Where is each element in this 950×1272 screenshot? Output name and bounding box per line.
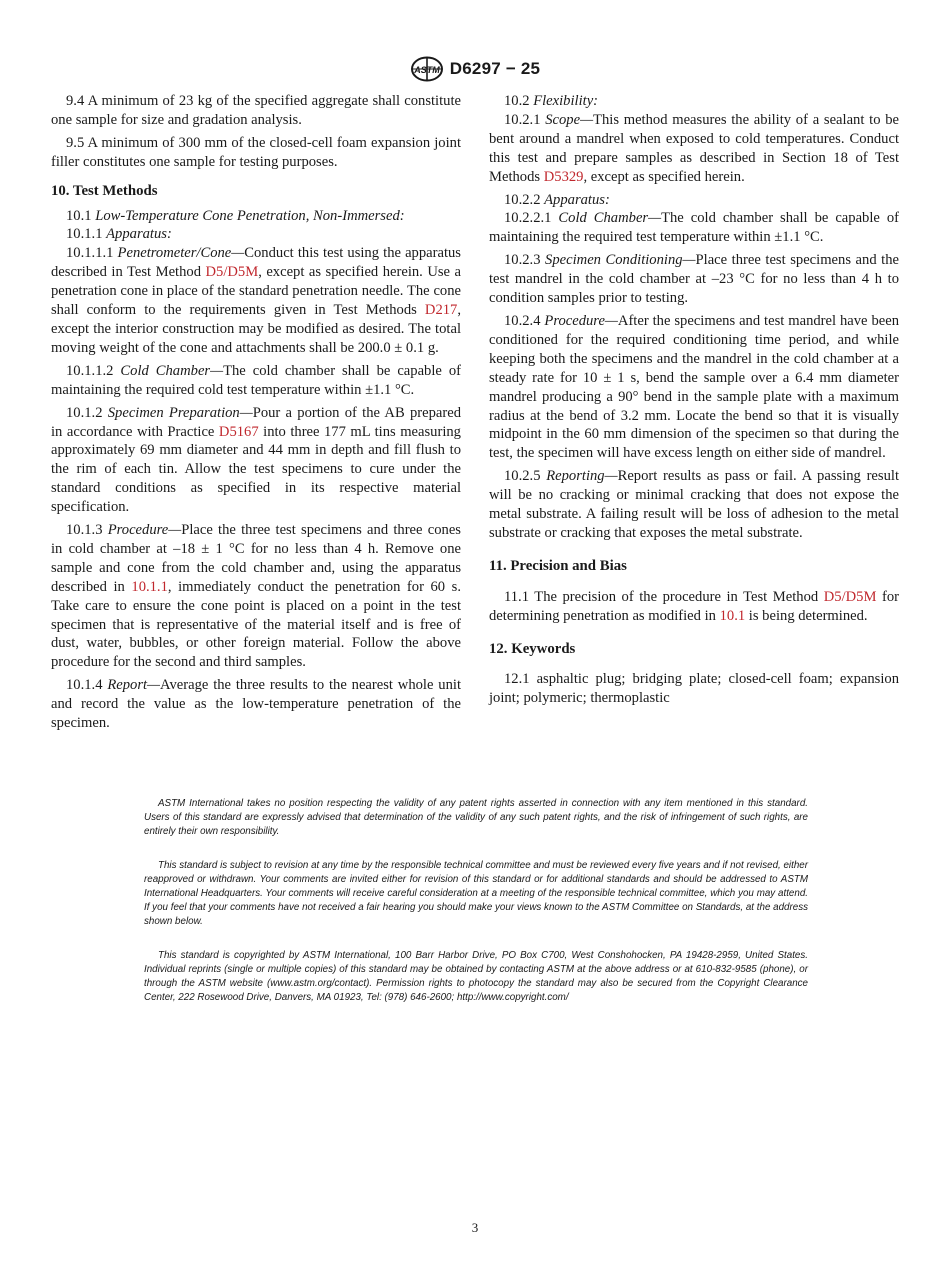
para-11-1: 11.1 The precision of the procedure in Test Method D5/D5M for determining penetration as modified in 10.1 is being determined. — [489, 588, 899, 624]
svg-text:ASTM: ASTM — [414, 65, 440, 75]
ref-link-d217[interactable]: D217 — [424, 302, 458, 319]
notice-copyright: This standard is copyrighted by ASTM International, 100 Barr Harbor Drive, PO Box C700, West Conshohocken, PA 19428-2959, United States. Individual reprints (single or multiple copies) of this standard may be obtained by contacting ASTM at the above address or at 610-832-9585 (phone), or through the ASTM website (www.astm.org/contact). Permission rights to photocopy the standard may also be secured from the Copyright Clearance Center, 222 Rosewood Drive, Danvers, MA 01923, Tel: (978) 646-2600; http://www.copyright.com/ — [144, 950, 808, 1003]
para-10-1-1-2: 10.1.1.2 Cold Chamber—The cold chamber shall be capable of maintaining the required cold test temperature within ±1.1 °C. — [51, 362, 462, 398]
ref-link-10-1-1[interactable]: 10.1.1 — [131, 578, 168, 595]
para-10-1: 10.1 Low-Temperature Cone Penetration, Non-Immersed: — [66, 207, 405, 224]
para-10-1-1: 10.1.1 Apparatus: — [66, 226, 172, 243]
section-heading-11: 11. Precision and Bias — [489, 557, 627, 574]
para-12-1: 12.1 asphaltic plug; bridging plate; closed-cell foam; expansion joint; polymeric; thermoplastic — [489, 671, 899, 707]
para-10-2-2: 10.2.2 Apparatus: — [504, 191, 610, 208]
document-designation: D6297 − 25 — [449, 59, 541, 78]
section-heading-12: 12. Keywords — [489, 640, 576, 657]
astm-logo — [410, 56, 444, 82]
para-10-2: 10.2 Flexibility: — [504, 93, 599, 109]
para-10-2-4: 10.2.4 Procedure—After the specimens and test mandrel have been conditioned for the required conditioning time period, and while keeping both the specimens and the mandrel in the cold chamber at a steady rate for 10 ± 1 s, bend the sample over a 6.4 mm diameter mandrel producing a 90° bend in the sample plate with a maximum radius at the bend of 3.2 mm. Locate the bend so that it is visually midpoint in the 60 mm dimension of the specimen so that during the test, the specimen will have excess length on either side of mandrel. — [489, 312, 899, 462]
para-10-2-2-1: 10.2.2.1 Cold Chamber—The cold chamber shall be capable of maintaining the required test temperature within ±1.1 °C. — [489, 210, 900, 246]
ref-link-d5329[interactable]: D5329 — [543, 168, 584, 185]
section-heading-10: 10. Test Methods — [51, 182, 158, 199]
left-column — [51, 92, 461, 737]
right-column — [489, 92, 899, 712]
legal-notices — [144, 797, 808, 1025]
notice-revision: This standard is subject to revision at any time by the responsible technical committee and must be reviewed every five years and if not revised, either reapproved or withdrawn. Your comments are invited either for revision of this standard or for additional standards and should be addressed to ASTM International Headquarters. Your comments will receive careful consideration at a meeting of the responsible technical committee, which you may attend. If you feel that your comments have not received a fair hearing you should make your views known to the ASTM Committee on Standards, at the address shown below. — [144, 860, 808, 927]
page-header — [0, 56, 950, 82]
ref-link-10-1[interactable]: 10.1 — [719, 607, 746, 624]
ref-link-d5-d5m-2[interactable]: D5/D5M — [823, 588, 877, 605]
para-9-4: 9.4 A minimum of 23 kg of the specified aggregate shall constitute one sample for size and gradation analysis. — [51, 93, 461, 128]
page-number: 3 — [471, 1220, 479, 1235]
ref-link-d5-d5m[interactable]: D5/D5M — [205, 264, 259, 281]
para-10-1-2: 10.1.2 Specimen Preparation—Pour a portion of the AB prepared in accordance with Practice D5167 into three 177 mL tins measuring approximately 69 mm diameter and 44 mm in depth and fill flush to the rim of each tin. Allow the test specimens to cure under the standard conditions as specified in its respective material specification. — [51, 404, 462, 516]
para-10-2-5: 10.2.5 Reporting—Report results as pass or fail. A passing result will be no cracking or minimal cracking that does not expose the metal substrate. A failing result will be loss of adhesion to the metal substrate or cracking that exposes the metal substrate. — [489, 468, 899, 541]
para-10-2-3: 10.2.3 Specimen Conditioning—Place three test specimens and the test mandrel in the cold chamber at –23 °C for no less than 4 h to condition samples prior to testing. — [489, 252, 900, 307]
para-10-1-3: 10.1.3 Procedure—Place the three test specimens and three cones in cold chamber at –18 ± 1 °C for no less than 4 h. Remove one sample and cone from the cold chamber and, using the apparatus described in 10.1.1, immediately conduct the penetration for 60 s. Take care to ensure the cone point is placed on a point in the test specimen that is representative of the material itself and is free of dust, water, bubbles, or other foreign material. Follow the above procedure for the second and third samples. — [51, 522, 461, 671]
para-10-1-4: 10.1.4 Report—Average the three results to the nearest whole unit and record the value as the low-temperature penetration of the specimen. — [51, 677, 462, 732]
para-9-5: 9.5 A minimum of 300 mm of the closed-cell foam expansion joint filler constitutes one sample for testing purposes. — [51, 134, 461, 170]
ref-link-d5167[interactable]: D5167 — [218, 423, 259, 440]
notice-patent: ASTM International takes no position respecting the validity of any patent rights asserted in connection with any item mentioned in this standard. Users of this standard are expressly advised that determination of the validity of any such patent rights, and the risk of infringement of such rights, are entirely their own responsibility. — [144, 798, 808, 837]
para-10-1-1-1: 10.1.1.1 Penetrometer/Cone—Conduct this test using the apparatus described in Test Method D5/D5M, except as specified herein. Use a penetration cone in place of the standard penetration needle. The cone shall conform to the requirements given in Test Methods D217, except the interior construction may be modified as desired. The total moving weight of the cone and attachments shall be 200.0 ± 0.1 g. — [51, 245, 461, 356]
para-10-2-1: 10.2.1 Scope—This method measures the ability of a sealant to be bent around a mandrel when exposed to cold temperatures. Conduct this test and prepare samples as described in Section 18 of Test Methods D5329, except as specified herein. — [489, 111, 899, 185]
